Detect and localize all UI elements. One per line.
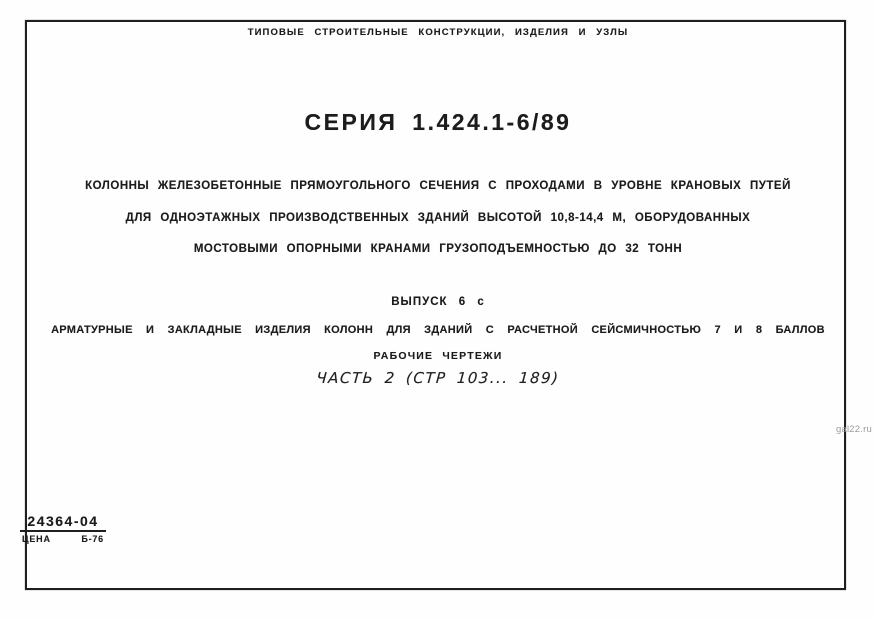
inventory-code: 24364-04 (20, 513, 106, 532)
price-value: Б-76 (81, 534, 104, 544)
site-watermark: gal22.ru (836, 424, 872, 435)
series-title: СЕРИЯ 1.424.1-6/89 (304, 109, 572, 135)
issue-number-line: ВЫПУСК 6 с (391, 296, 485, 308)
issue-contents-line: АРМАТУРНЫЕ И ЗАКЛАДНЫЕ ИЗДЕЛИЯ КОЛОНН ДЛЯ ЗДАНИЙ С РАСЧЕТНОЙ СЕЙСМИЧНОСТЬЮ 7 И 8 БАЛЛОВ (51, 324, 825, 336)
handwritten-part-note: ЧАСТЬ 2 (СТР 103... 189) (315, 369, 561, 387)
working-drawings-line: РАБОЧИЕ ЧЕРТЕЖИ (373, 350, 503, 362)
price-label: ЦЕНА (22, 534, 51, 544)
inventory-stamp (20, 513, 106, 544)
description-line-2: ДЛЯ ОДНОЭТАЖНЫХ ПРОИЗВОДСТВЕННЫХ ЗДАНИЙ ВЫСОТОЙ 10,8-14,4 М, ОБОРУДОВАННЫХ (125, 212, 751, 224)
document-category-header: ТИПОВЫЕ СТРОИТЕЛЬНЫЕ КОНСТРУКЦИИ, ИЗДЕЛИЯ И УЗЛЫ (247, 27, 629, 38)
description-line-3: МОСТОВЫМИ ОПОРНЫМИ КРАНАМИ ГРУЗОПОДЪЕМНОСТЬЮ ДО 32 ТОНН (193, 243, 683, 255)
description-line-1: КОЛОННЫ ЖЕЛЕЗОБЕТОННЫЕ ПРЯМОУГОЛЬНОГО СЕЧЕНИЯ С ПРОХОДАМИ В УРОВНЕ КРАНОВЫХ ПУТЕЙ (85, 180, 791, 192)
price-row (20, 534, 106, 544)
